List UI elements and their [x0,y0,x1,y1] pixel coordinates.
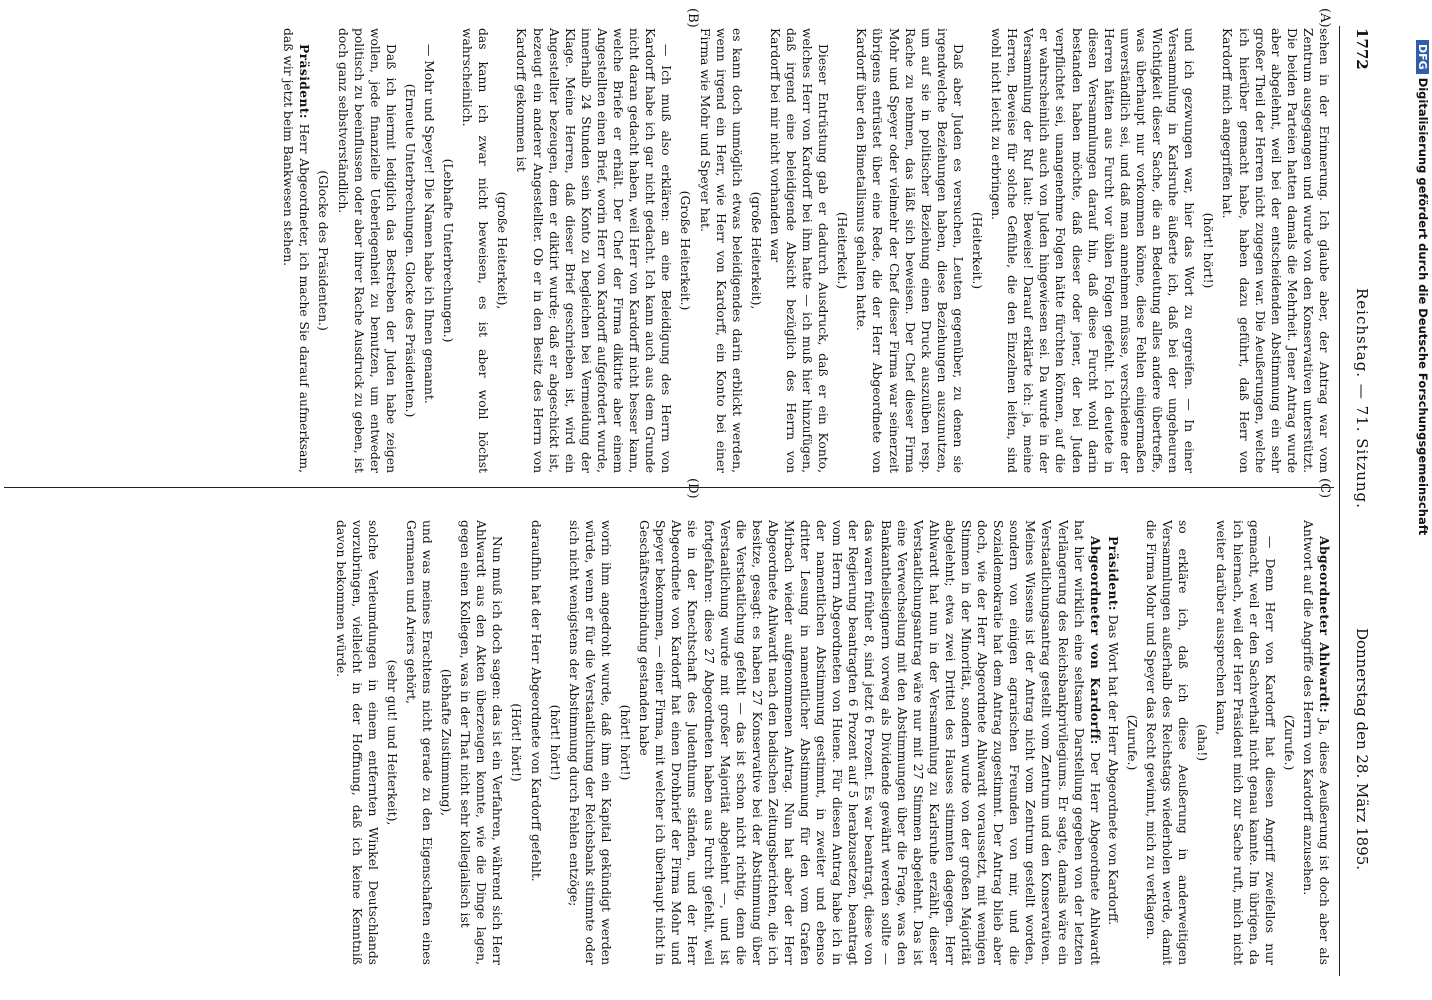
interjection: (große Heiterkeit), [495,191,510,310]
interjection: (sehr gut! und Heiterkeit), [384,659,399,826]
paragraph: so erkläre ich, daß ich diese Aeußerung in anderweitigen Versammlungen außerhalb des Reichstags wiederholen werde, damit die Firma Mohr und Speyer das Recht gewinnt, mich zu verklagen. [1144,520,1191,965]
margin-marker-b: (B) [685,8,700,28]
paragraph: Abgeordneter Ahlwardt: Ja, diese Aeußerung ist doch aber als Antwort auf die Angriffe des Herrn von Kardorff anzusehen. [1300,520,1332,965]
paragraph: worin ihm angedroht wurde, daß ihm ein Kapital gekündigt werden würde, wenn er für die Verstaatlichung der Reichsbank stimmte oder sich nicht wenigstens der Abstimmung durch Fehlen entzöge; [566,520,613,965]
interjection: (große Heiterkeit), [748,191,763,310]
page-header [1344,28,1370,978]
margin-marker-d: (D) [685,478,700,499]
paragraph: sehen in der Erinnerung. Ich glaube aber, der Antrag war vom Zentrum ausgegangen und wurde von den Konservativen unterstützt. Die beiden Parteien hatten damals die Mehrheit. Jener Antrag wurde aber abgelehnt, weil bei der entscheidenden Abstimmung ein sehr großer Theil der Herren nicht zugegen war. Die Aeußerungen, welche ich hierüber gemacht habe, haben dazu geführt, daß Herr von Kardorff mich angegriffen hat. [1220,28,1331,473]
interjection: (Große Heiterkeit.) [678,190,693,311]
paragraph: — Ich muß also erklären: an eine Beleidigung des Herrn von Kardorff habe ich gar nicht gedacht. Ich kann auch aus dem Grunde nicht daran gedacht haben, weil Herr von Kardorff nicht besser kann, welche Briefe er erhält. Der Chef der Firma diktirte aber einem Angestellten einen Brief, worin Herr von Kardorff aufgefordert wurde, innerhalb 24 Stunden sein Konto zu begleichen bei Vermeidung der Klage. Meine Herren, daß dieser Brief geschrieben ist, wird ein Angestellter bezeugen, dem er diktirt wurde; daß er abgeschickt ist, bezeugt ein anderer Angestellter. Ob er in den Besitz des Herrn von Kardorff gekommen ist [514,28,674,473]
paragraph: es kann doch unmöglich etwas beleidigendes darin erblickt werden, wenn irgend ein Herr, wie Herr von Kardorff, ein Konto bei einer Firma wie Mohr und Speyer hat. [697,28,744,473]
interjection: (hört! hört!) [618,704,633,781]
session-date: Donnerstag den 28. März 1895. [1353,628,1371,871]
dfg-logo: DFG [1416,40,1429,74]
interjection: (Zurufe.) [1124,714,1139,771]
paragraph: — Mohr und Speyer! Die Namen habe ich Ihnen genannt. [422,44,437,404]
interjection: (Lebhafte Unterbrechungen.) [441,158,456,343]
interjection: (Heiterkeit.) [835,211,850,290]
paragraph: Daß aber Juden es versuchen, Leuten gegenüber, zu denen sie irgendwelche Beziehungen haben, diese Beziehungen auszunutzen, um auf sie in politischer Beziehung einen Druck auszuüben resp. Rache zu nehmen, das läßt sich beweisen. Der Chef dieser Firma Mohr und Speyer oder vielmehr der Chef dieser Firma war seinerzeit übrigens entrüstet über eine Rede, die der Herr Abgeordnete von Kardorff über den Bimetallismus gehalten hatte. [854,28,965,473]
paragraph: Nun muß ich doch sagen: das ist ein Verfahren, während sich Herr Ahlwardt aus den Akten überzeugen konnte, wie die Dinge lagen, gegen einen Kollegen, was in der That nicht sehr kollegialisch ist [458,520,505,965]
speaker-name: Abgeordneter Ahlwardt: [1317,536,1332,713]
margin-marker-a: (A) [1317,8,1332,28]
speaker-name: Präsident: [1105,536,1121,611]
paragraph: — Denn Herr von Kardorff hat diesen Angriff zweifellos nur gemacht, weil er den Sachverhalt nicht genau kannte. Im übrigen, da ich hiernach, weil der Herr Präsident mich zur Sache ruft, mich nicht weiter darüber aussprechen kann, [1214,520,1277,965]
interjection: (Glocke des Präsidenten.) [316,170,331,331]
speaker-name: Abgeordneter von Kardorff: [1087,536,1103,745]
column-divider [4,487,1334,488]
paragraph: Präsident: Das Wort hat der Herr Abgeordnete von Kardorff. [1105,536,1121,926]
paragraph: und ich gezwungen war, hier das Wort zu ergreifen. — In einer Versammlung in Karlsruhe äußerte ich, daß bei der ungeheuren Wichtigkeit dieser Sache, die an Bedeutung alles andere übertreffe, was überhaupt nur vorkommen könne, diese Fehlen einigermaßen unverständlich sei, und daß man annehmen müsse, verschiedene der Herren hätten aus Furcht vor üblen Folgen gefehlt. Ich deutete in diesen Versammlungen darauf hin, daß diese Furcht wohl darin bestanden haben möchte, daß dieser oder jener, der bei Juden verpflichtet sei, unangenehme Folgen hätte fürchten können, auf die er wahrscheinlich auch von Juden hingewiesen sei. Da wurde in der Versammlung der Ruf laut: Beweise! Darauf erklärte ich: ja, meine Herren, Beweise für solche Gefühle, die den Einzelnen leiten, sind wohl nicht leicht zu erbringen. [989,28,1197,473]
page-number: 1772 [1353,28,1371,70]
interjection: (hört! hört!) [1201,212,1216,289]
dfg-stamp [1402,0,1430,1000]
margin-marker-c: (C) [1317,478,1332,499]
header-rule [1339,26,1340,976]
interjection: (hört! hört!) [547,704,562,781]
paragraph: Abgeordneter von Kardorff: Der Herr Abgeordnete Ahlwardt hat hier wirklich eine seltsame Darstellung gegeben von der letzten Verlängerung des Reichsbankprivilegiums. Er sagte, damals wäre ein Verstaatlichungsantrag gestellt vom Zentrum und den Konservativen. Meines Wissens ist der Antrag nicht vom Zentrum gestellt worden, sondern von einigen agrarischen Freunden von mir, und die Sozialdemokratie hat dem Antrag zugestimmt. Der Antrag blieb aber doch, wie der Herr Abgeordnete Ahlwardt voraussetzt, mit wenigen Stimmen in der Minorität, sondern wurde von der großen Majorität abgelehnt; etwa zwei Drittel des Hauses stimmten dagegen. Herr Ahlwardt hat nun in der Versammlung zu Karlsruhe erzählt, dieser Verstaatlichungsantrag wäre nur mit 27 Stimmen abgelehnt. Das ist eine Verwechselung mit den Abstimmungen über die Frage, was den Bankantheilseignern vorweg als Dividende gewährt werden sollte — das waren früher 8, sind jetzt 6 Prozent. Es war beantragt, diese von der Regierung beantragten 6 Prozent auf 5 herabzusetzen, beantragt vom Herrn Abgeordneten von Huene. Für diesen Antrag habe ich in der namentlichen Abstimmung gestimmt, in zweiter und ebenso dritter Lesung in namentlicher Abstimmung für den vom Grafen Mirbach wieder aufgenommenen Antrag. Nun hat aber der Herr Abgeordnete Ahlwardt nach den badischen Zeitungsberichten, die ich besitze, gesagt: es haben 27 Konservative bei der Abstimmung über die Verstaatlichung gefehlt — das ist schon nicht richtig, denn die Verstaatlichung wurde mit großer Majorität abgelehnt —, und ist fortgefahren: diese 27 Abgeordneten haben aus Furcht gefehlt, weil sie in der Knechtschaft des Judenthums ständen, und der Herr Abgeordnete von Kardorff hat einen Drohbrief der Firma Mohr und Speyer bekommen, — einer Firma, mit welcher ich überhaupt nicht in Geschäftsverbindung gestanden habe [637,520,1103,965]
dfg-stamp-text: Digitalisierung gefördert durch die Deutsche Forschungsgemeinschaft [1416,77,1430,536]
interjection: (Heiterkeit.) [970,211,985,290]
interjection: (Hört! hört!) [509,703,524,782]
paragraph: Daß ich hiermit lediglich das Bestreben der Juden habe zeigen wollen, jede finanzielle Ueberlegenheit zu benutzen, um entweder politisch zu beeinflussen oder aber ihrer Rache Ausdruck zu geben, ist doch ganz selbstverständlich. [335,28,398,473]
speaker-name: Präsident: [297,44,313,119]
interjection: (lebhafte Zustimmung), [439,668,454,817]
left-text-column [278,28,1332,473]
right-text-column [330,520,1332,965]
interjection: (Zurufe.) [1281,714,1296,771]
paragraph: daraufhin hat der Herr Abgeordnete von Kardorff gefehlt. [528,520,543,882]
paragraph: und was meines Erachtens nicht gerade zu den Eigenschaften eines Germanen und Ariers gehört, [403,520,435,965]
paragraph: solche Verleumdungen in einem entfernten Winkel Deutschlands vorzubringen, vielleicht in der Hoffnung, daß ich keine Kenntniß davon bekommen würde. [333,520,380,965]
paragraph: Dieser Entrüstung gab er dadurch Ausdruck, daß er ein Konto, welches Herr von Kardorff bei ihm hatte — ich muß hier hinzufügen, daß irgend eine beleidigende Absicht bezüglich des Herrn von Kardorff bei mir nicht vorhanden war [767,28,831,473]
session-title: Reichstag. — 71. Sitzung. [1353,288,1371,509]
interjection: (Erneute Unterbrechungen. Glocke des Präsidenten.) [402,83,417,418]
paragraph: Präsident: Herr Abgeordneter, ich mache Sie darauf aufmerksam, daß wir jetzt beim Bankwesen stehen. [281,28,313,473]
paragraph: das kann ich zwar nicht beweisen, es ist aber wohl höchst wahrscheinlich. [460,28,491,473]
interjection: (aha!) [1195,723,1210,762]
